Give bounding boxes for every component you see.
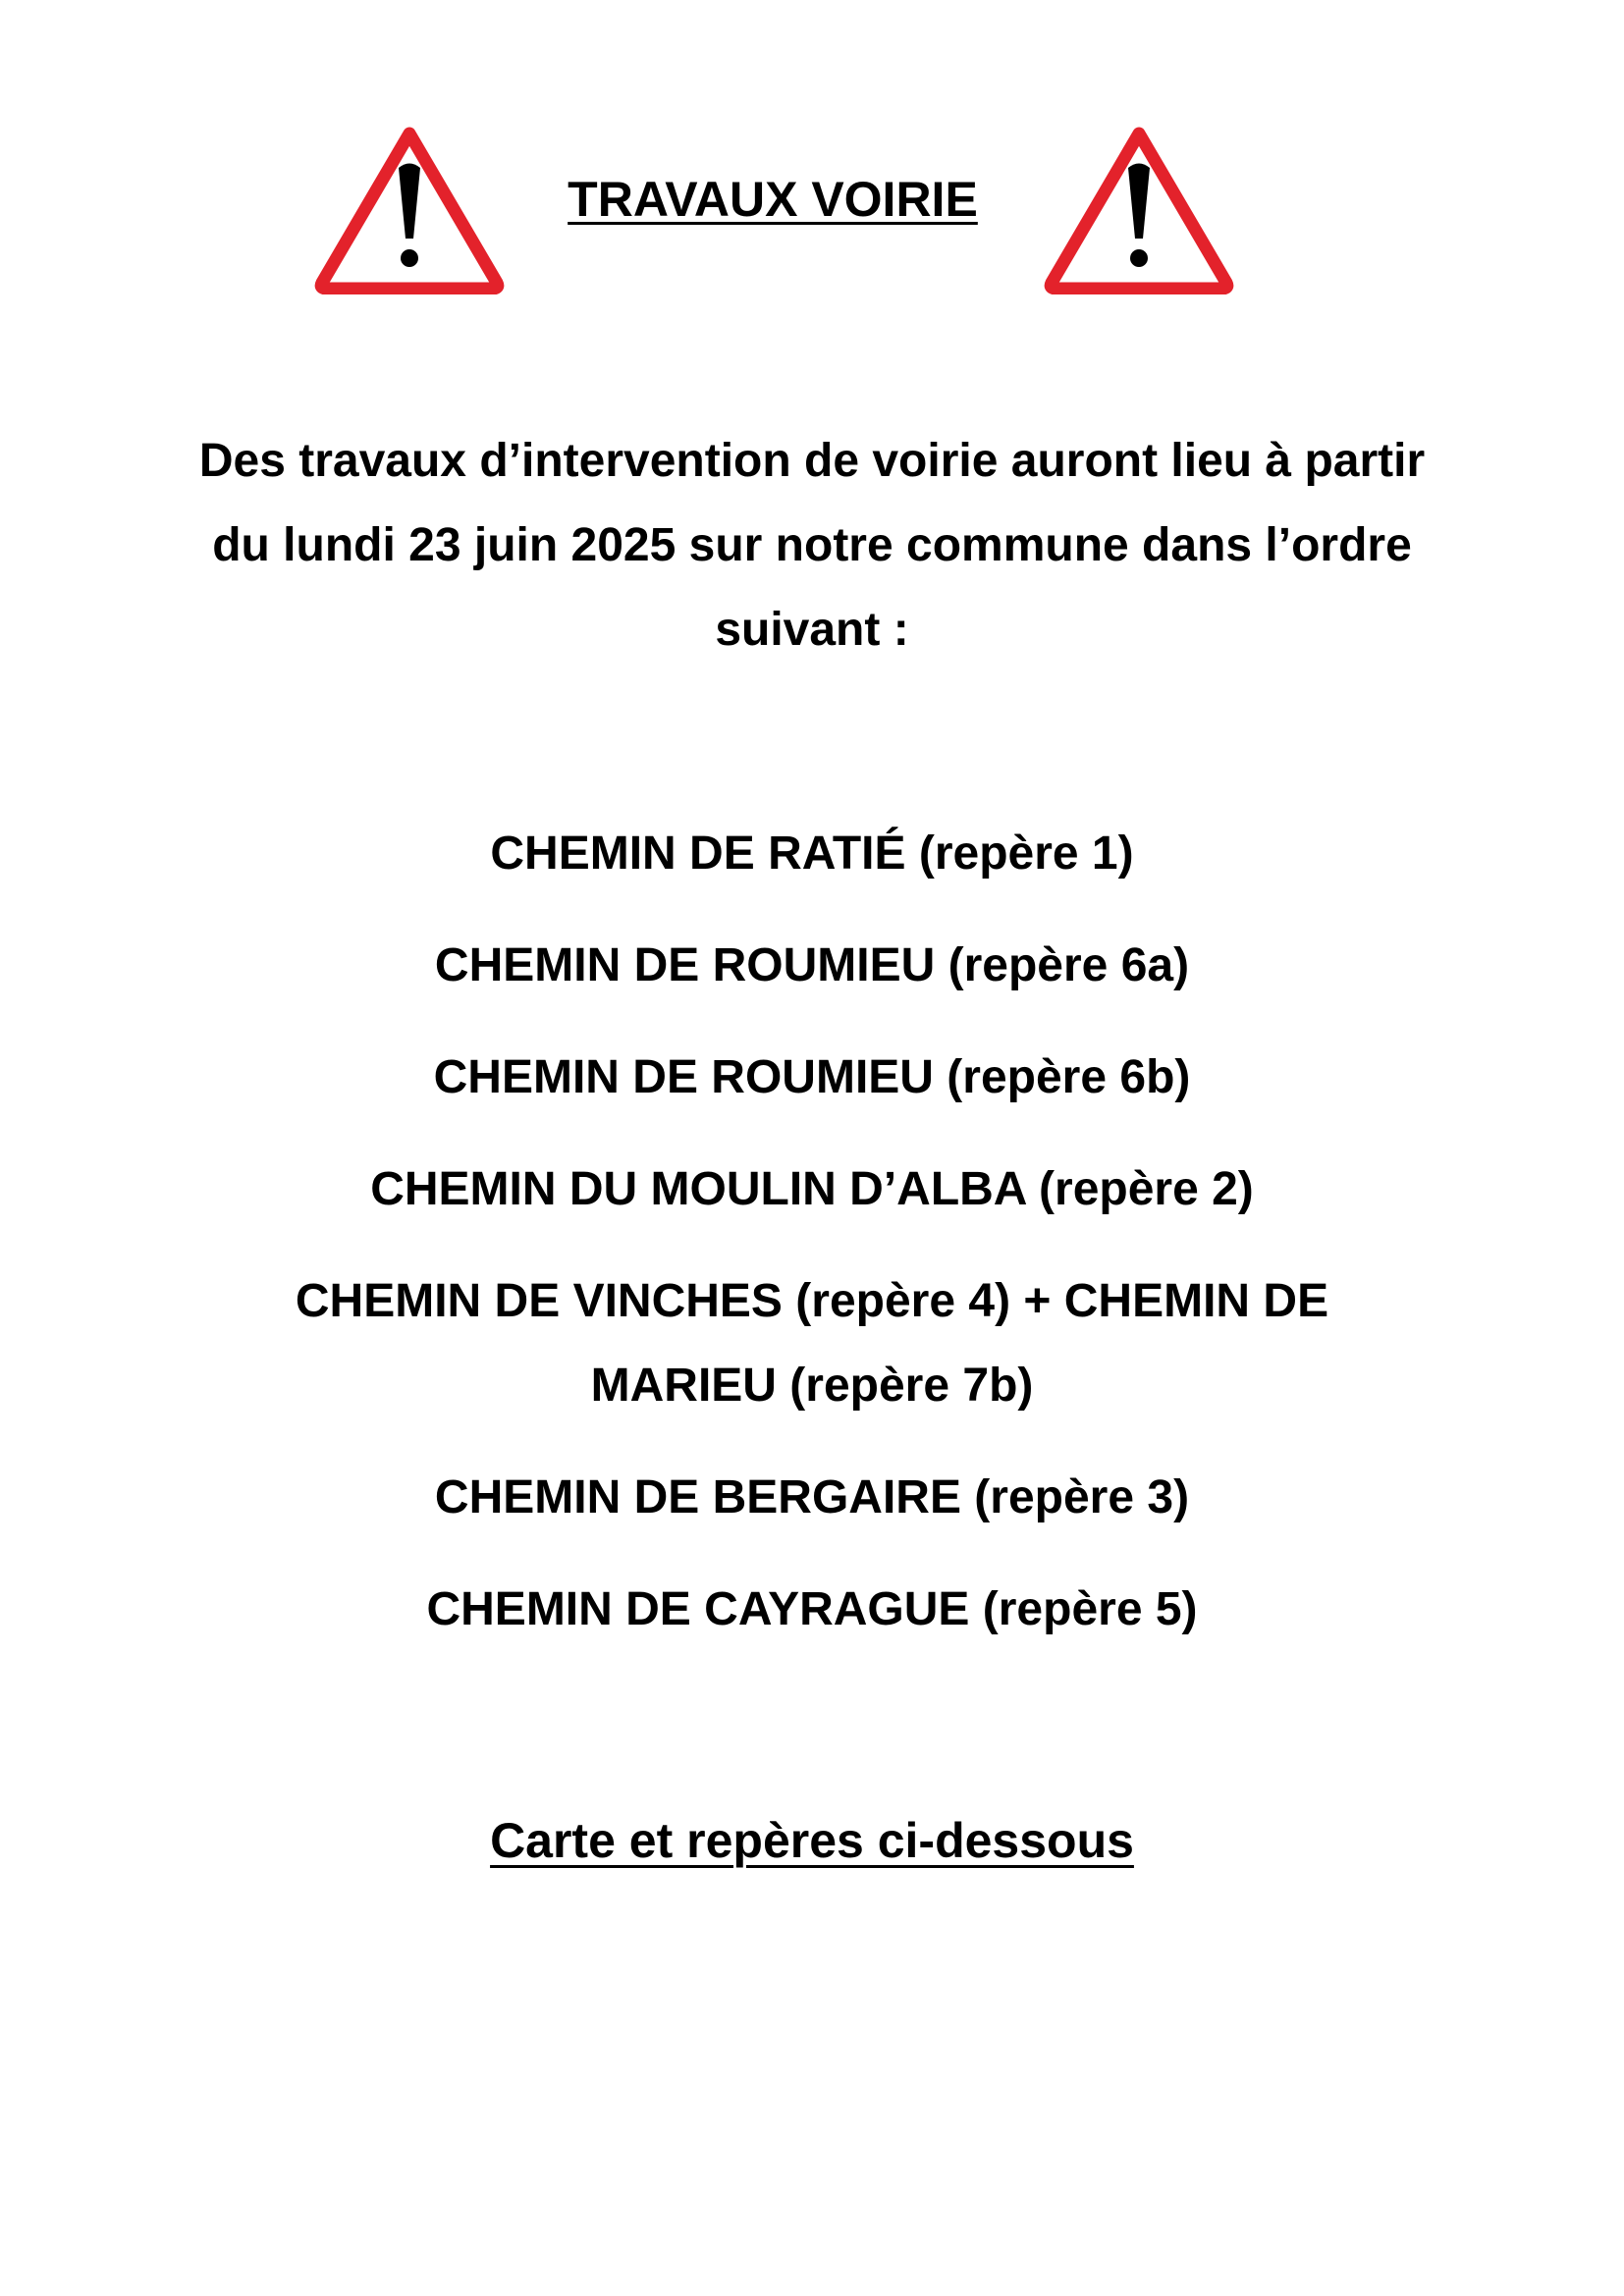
road-works-item: CHEMIN DE RATIÉ (repère 1)	[490, 828, 1134, 880]
road-works-item: CHEMIN DE CAYRAGUE (repère 5)	[426, 1583, 1198, 1635]
road-works-item: CHEMIN DE ROUMIEU (repère 6b)	[433, 1051, 1191, 1103]
warning-triangle-icon	[314, 126, 505, 294]
road-works-item: CHEMIN DE ROUMIEU (repère 6a)	[434, 939, 1190, 991]
notice-title-text: TRAVAUX VOIRIE	[568, 172, 978, 227]
warning-triangle-icon	[1044, 126, 1234, 294]
map-note	[0, 1798, 1624, 1883]
road-works-list	[147, 812, 1477, 1680]
notice-title	[562, 172, 984, 227]
notice-intro: Des travaux d’intervention de voirie auront lieu à partir du lundi 23 juin 2025 sur notre commune dans l’ordre suivant :	[198, 435, 1426, 656]
notice-header	[0, 126, 1624, 297]
road-works-item: CHEMIN DE VINCHES (repère 4) + CHEMIN DE MARIEU (repère 7b)	[295, 1275, 1329, 1412]
map-note-text: Carte et repères ci-dessous	[490, 1813, 1134, 1868]
road-works-item: CHEMIN DE BERGAIRE (repère 3)	[434, 1471, 1190, 1523]
road-works-item: CHEMIN DU MOULIN D’ALBA (repère 2)	[370, 1163, 1254, 1215]
